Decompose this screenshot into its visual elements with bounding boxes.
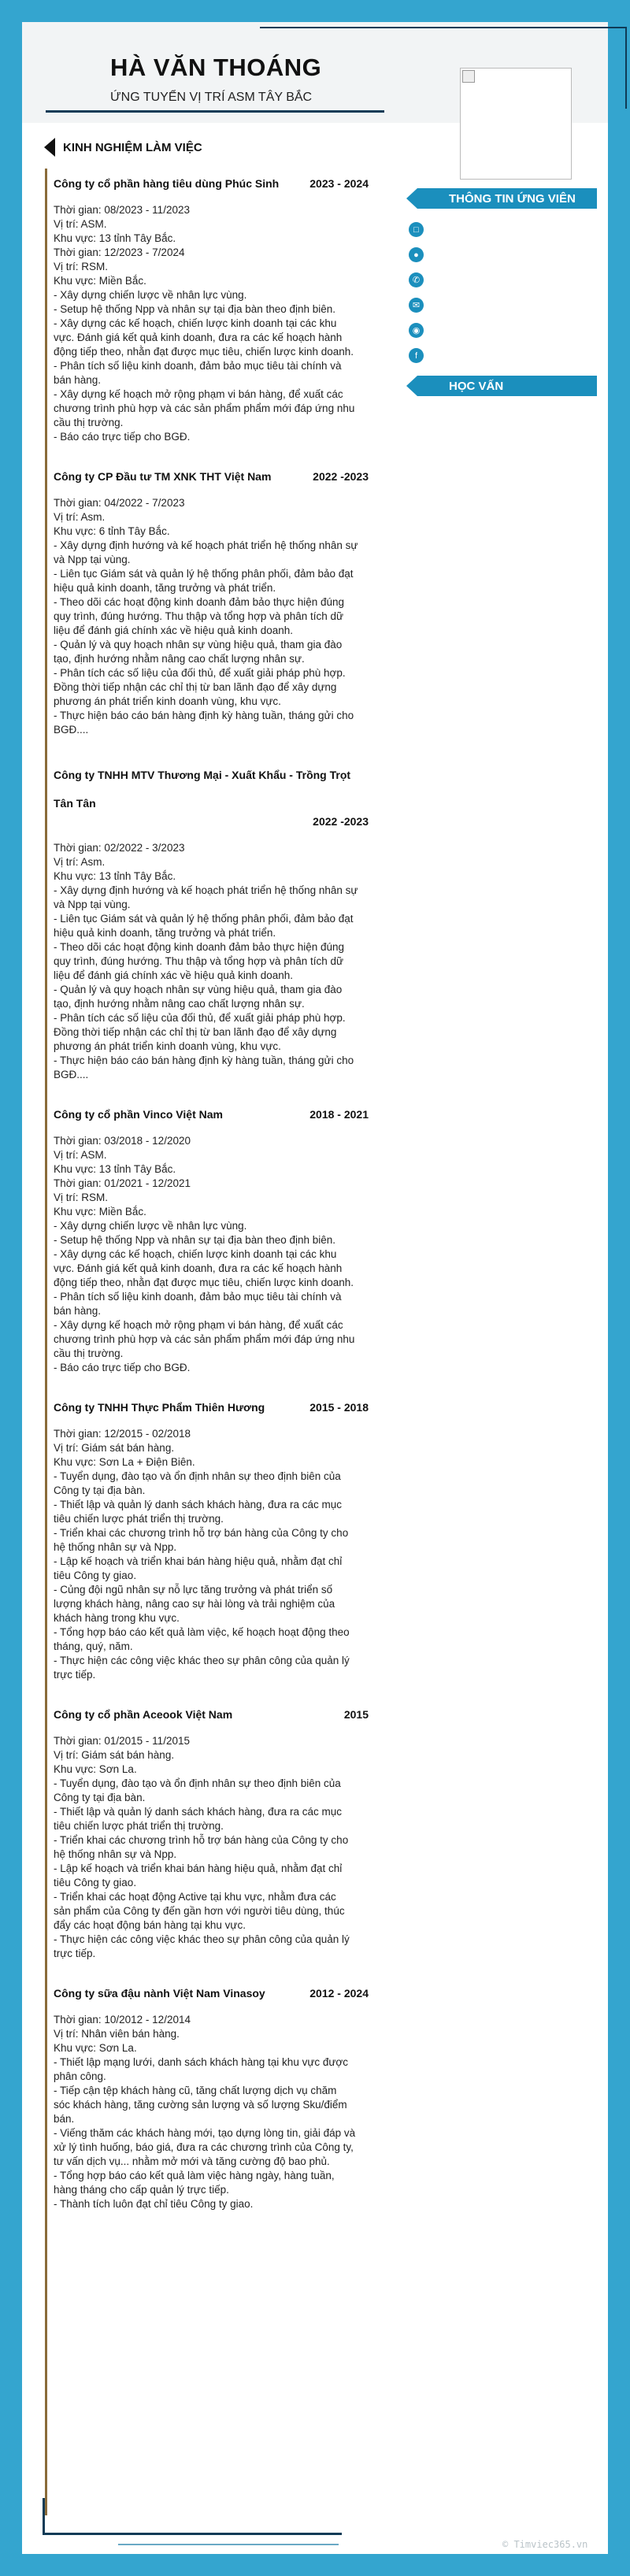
job-detail-line: - Báo cáo trực tiếp cho BGĐ. <box>54 431 191 443</box>
job-detail-line: Khu vực: Miền Bắc. <box>54 1206 146 1218</box>
job-detail-line: tiêu chiến lược phát triển thị trường. <box>54 1820 224 1832</box>
job-detail-line: Vị trí: RSM. <box>54 261 109 272</box>
job-detail-line: Thời gian: 12/2023 - 7/2024 <box>54 246 185 258</box>
job-detail-line: Thời gian: 01/2021 - 12/2021 <box>54 1177 191 1189</box>
job-detail-line: hệ thống nhân sự và Npp. <box>54 1541 177 1553</box>
job-detail-line: - Phân tích các số liệu của đối thủ, để xuất giải pháp phù hợp. <box>54 667 346 679</box>
education-section-title <box>406 373 597 398</box>
job-detail-line: Công ty tại địa bàn. <box>54 1484 146 1496</box>
job-detail-line: bán hàng. <box>54 1305 102 1317</box>
job-detail-line: Vị trí: Asm. <box>54 856 106 868</box>
job-detail-line: - Quản lý và quy hoạch nhân sự vùng hiệu quả, tham gia đào <box>54 639 343 650</box>
job-detail-line: Khu vực: 13 tỉnh Tây Bắc. <box>54 1163 176 1175</box>
job-detail-line: - Củng đội ngũ nhân sự nỗ lực tăng trưởng và phát triển số <box>54 1584 333 1596</box>
job-detail-line: tạo, định hướng nhằm nâng cao chất lượng nhân sự. <box>54 653 305 665</box>
phone-icon: ✆ <box>409 272 424 287</box>
job-entry <box>54 761 369 1082</box>
email-icon: ✉ <box>409 298 424 313</box>
job-detail-line: Khu vực: 6 tỉnh Tây Bắc. <box>54 525 170 537</box>
job-entry <box>54 1985 369 2211</box>
job-years: 2022 -2023 <box>313 470 369 483</box>
job-detail-line: vực. Đánh giá kết quả kinh doanh, đưa ra các kế hoạch hành <box>54 332 343 343</box>
job-header <box>54 1399 369 1416</box>
job-detail-line: - Tiếp cận tệp khách hàng cũ, tăng chất lượng dịch vụ chăm <box>54 2085 337 2096</box>
job-detail-line: - Thiết lập và quản lý danh sách khách hàng, đưa ra các mục <box>54 1806 343 1818</box>
company-name: Công ty cổ phần Aceook Việt Nam <box>54 1708 233 1721</box>
job-detail-line: Đồng thời tiếp nhận các chỉ thị từ ban lãnh đạo để xây dựng <box>54 1026 337 1038</box>
job-detail-line: phương án phát triển kinh doanh vùng, khu vực. <box>54 695 281 707</box>
job-detail-line: cầu thị trường. <box>54 417 124 428</box>
job-detail-line: - Lập kế hoạch và triển khai bán hàng hiệu quả, nhằm đạt chỉ <box>54 1555 343 1567</box>
job-entry <box>54 468 369 737</box>
job-detail-line: động tiếp theo, nhằn đạt được mục tiêu, chiến lược kinh doanh. <box>54 346 354 358</box>
job-detail-line: Thời gian: 03/2018 - 12/2020 <box>54 1135 191 1147</box>
job-header <box>54 761 369 830</box>
job-detail-line: trực tiếp. <box>54 1669 96 1681</box>
job-detail-line: Thời gian: 02/2022 - 3/2023 <box>54 842 185 854</box>
job-detail-line: phương án phát triển kinh doanh vùng, khu vực. <box>54 1040 281 1052</box>
job-detail-line: Công ty tại địa bàn. <box>54 1792 146 1803</box>
job-detail-line: hệ thống nhân sự và Npp. <box>54 1848 177 1860</box>
job-detail-line: - Tổng hợp báo cáo kết quả làm việc hàng ngày, hàng tuần, <box>54 2170 335 2181</box>
job-years: 2015 - 2018 <box>309 1401 369 1414</box>
experience-list <box>54 175 369 2235</box>
job-detail-line: - Thực hiện các công việc khác theo sự phân công của quản lý <box>54 1933 350 1945</box>
candidate-name: HÀ VĂN THOÁNG <box>110 54 322 81</box>
job-detail-line: Đồng thời tiếp nhận các chỉ thị từ ban lãnh đạo để xây dựng <box>54 681 337 693</box>
job-detail-line: Vị trí: Asm. <box>54 511 106 523</box>
job-detail-line: - Thiết lập mạng lưới, danh sách khách hàng tại khu vực được <box>54 2056 349 2068</box>
job-detail-line: Thời gian: 08/2023 - 11/2023 <box>54 204 190 216</box>
job-detail-line: Vị trí: Giám sát bán hàng. <box>54 1749 175 1761</box>
job-detail-line: - Xây dựng định hướng và kế hoạch phát triển hệ thống nhân sự <box>54 884 358 896</box>
job-detail-line: và Npp tại vùng. <box>54 554 131 565</box>
job-entry <box>54 1106 369 1375</box>
job-detail-line: - Tuyển dụng, đào tạo và ổn định nhân sự theo định biên của <box>54 1470 341 1482</box>
job-years: 2015 <box>343 1708 369 1721</box>
facebook-icon: f <box>409 348 424 363</box>
location-icon: ◉ <box>409 323 424 338</box>
job-detail-line: Vị trí: RSM. <box>54 1192 109 1203</box>
job-detail-line: - Phân tích số liệu kinh doanh, đảm bảo mục tiêu tài chính và <box>54 1291 342 1303</box>
job-detail-line: Khu vực: 13 tỉnh Tây Bắc. <box>54 232 176 244</box>
job-detail-line: - Tổng hợp báo cáo kết quả làm việc, kế hoạch hoạt động theo <box>54 1626 350 1638</box>
triangle-left-icon <box>406 188 417 209</box>
job-detail-line: hiệu quả kinh doanh, tăng trưởng và phát triển. <box>54 927 276 939</box>
job-detail-line: - Xây dựng định hướng và kế hoạch phát triển hệ thống nhân sự <box>54 539 358 551</box>
job-detail-line: - Setup hệ thống Npp và nhân sự tại địa bàn theo định biên. <box>54 1234 336 1246</box>
job-detail-line: - Tuyển dụng, đào tạo và ổn định nhân sự theo định biên của <box>54 1777 341 1789</box>
info-section-title <box>406 186 597 211</box>
job-detail-line: Thời gian: 12/2015 - 02/2018 <box>54 1428 191 1440</box>
job-detail-line: - Xây dựng kế hoạch mở rộng phạm vi bán hàng, để xuất các <box>54 388 343 400</box>
job-detail-line: Khu vực: 13 tỉnh Tây Bắc. <box>54 870 176 882</box>
company-name: Công ty cổ phần hàng tiêu dùng Phúc Sinh <box>54 177 280 190</box>
job-detail-line: Khu vực: Sơn La. <box>54 1763 137 1775</box>
avatar <box>460 68 572 180</box>
job-detail-line: - Thành tích luôn đạt chỉ tiêu Công ty giao. <box>54 2198 254 2210</box>
header-decor-line-right <box>625 27 627 109</box>
job-detail-line: - Triển khai các chương trình hỗ trợ bán hàng của Công ty cho <box>54 1834 349 1846</box>
broken-image-icon <box>462 70 475 83</box>
job-detail-line: - Theo dõi các hoạt động kinh doanh đảm bảo thực hiện đúng <box>54 941 345 953</box>
company-name: Công ty CP Đầu tư TM XNK THT Việt Nam <box>54 470 272 483</box>
job-detail-line: chương trình phù hợp và các sản phẩm phẩm mới đáp ứng nhu <box>54 402 355 414</box>
job-detail-line: - Thiết lập và quản lý danh sách khách hàng, đưa ra các mục <box>54 1499 343 1510</box>
job-detail-line: Khu vực: Miền Bắc. <box>54 275 146 287</box>
job-entry <box>54 175 369 444</box>
job-detail-line: hàng tháng cho cấp quản lý trực tiếp. <box>54 2184 229 2196</box>
job-header <box>54 1706 369 1723</box>
job-detail-line: liệu để đánh giá chính xác về hiệu quả kinh doanh. <box>54 625 293 636</box>
job-detail-line: - Thực hiện báo cáo bán hàng định kỳ hàng tuần, tháng gửi cho <box>54 710 354 721</box>
job-detail-line: đẩy các hoạt động bán hàng tại khu vực. <box>54 1919 246 1931</box>
job-header <box>54 175 369 192</box>
job-header <box>54 1985 369 2002</box>
job-detail-line: tiêu Công ty giao. <box>54 1877 137 1888</box>
job-years: 2012 - 2024 <box>309 1987 369 2000</box>
job-detail-line: - Quản lý và quy hoạch nhân sự vùng hiệu quả, tham gia đào <box>54 984 343 995</box>
job-detail-line: lượng khách hàng, nâng cao sự hài lòng và trải nghiệm của <box>54 1598 335 1610</box>
job-detail-line: - Xây dựng các kế hoạch, chiến lược kinh doanh tại các khu <box>54 1248 337 1260</box>
header-underline <box>46 110 384 113</box>
job-detail-line: - Theo dõi các hoạt động kinh doanh đảm bảo thực hiện đúng <box>54 596 345 608</box>
job-detail-line: - Báo cáo trực tiếp cho BGĐ. <box>54 1362 191 1373</box>
timeline-line <box>45 169 47 2515</box>
job-detail-line: cầu thị trường. <box>54 1347 124 1359</box>
education-title-bar: HỌC VẤN <box>417 376 597 396</box>
job-detail-line: - Xây dựng chiến lược về nhân lực vùng. <box>54 289 247 301</box>
job-detail-line: vực. Đánh giá kết quả kinh doanh, đưa ra các kế hoạch hành <box>54 1262 343 1274</box>
job-header <box>54 468 369 485</box>
company-name: Công ty cổ phần Vinco Việt Nam <box>54 1108 223 1121</box>
job-detail-line: tiêu Công ty giao. <box>54 1570 137 1581</box>
job-years: 2022 -2023 <box>313 815 369 828</box>
job-detail-line: quy trình, đúng hướng. Thu thập và tổng hợp và phân tích dữ <box>54 955 344 967</box>
job-years: 2018 - 2021 <box>309 1108 369 1121</box>
job-detail-line: tư vấn dịch vụ... nhằm mở mới và tăng cường độ bao phủ. <box>54 2155 330 2167</box>
job-detail-line: tiêu chiến lược phát triển thị trường. <box>54 1513 224 1525</box>
person-icon: ● <box>409 247 424 262</box>
job-detail-line: Vị trí: ASM. <box>54 1149 107 1161</box>
job-entry <box>54 1706 369 1961</box>
job-detail-line: - Xây dựng các kế hoạch, chiến lược kinh doanh tại các khu <box>54 317 337 329</box>
job-detail-line: chương trình phù hợp và các sản phẩm phẩm mới đáp ứng nhu <box>54 1333 355 1345</box>
job-detail-line: - Viếng thăm các khách hàng mới, tạo dựng lòng tin, giải đáp và <box>54 2127 356 2139</box>
job-detail-line: phân công. <box>54 2070 106 2082</box>
job-detail-line: - Liên tục Giám sát và quản lý hệ thống phân phối, đảm bảo đạt <box>54 913 354 925</box>
job-detail-line: liệu để đánh giá chính xác về hiệu quả kinh doanh. <box>54 969 293 981</box>
calendar-icon: □ <box>409 222 424 237</box>
header-decor-line <box>260 27 627 28</box>
job-detail-line: - Setup hệ thống Npp và nhân sự tại địa bàn theo định biên. <box>54 303 336 315</box>
job-detail-line: trực tiếp. <box>54 1948 96 1959</box>
experience-section-title <box>44 139 202 156</box>
job-detail-line: - Triển khai các hoạt động Active tại khu vực, nhằm đưa các <box>54 1891 336 1903</box>
job-detail-line: Thời gian: 10/2012 - 12/2014 <box>54 2014 191 2026</box>
job-detail-line: tạo, định hướng nhằm nâng cao chất lượng nhân sự. <box>54 998 305 1010</box>
watermark: © Timviec365.vn <box>502 2539 588 2550</box>
job-detail-line: tháng, quý, năm. <box>54 1640 133 1652</box>
job-entry <box>54 1399 369 1682</box>
job-header <box>54 1106 369 1123</box>
company-name: Công ty TNHH MTV Thương Mại - Xuất Khẩu - Trồng Trọt Tân Tân <box>54 769 351 810</box>
job-detail-line: - Triển khai các chương trình hỗ trợ bán hàng của Công ty cho <box>54 1527 349 1539</box>
job-detail-line: bán. <box>54 2113 75 2125</box>
job-detail-line: khách hàng trong khu vực. <box>54 1612 180 1624</box>
triangle-left-icon <box>44 138 55 157</box>
job-detail-line: - Phân tích số liệu kinh doanh, đảm bảo mục tiêu tài chính và <box>54 360 342 372</box>
job-detail-line: Thời gian: 04/2022 - 7/2023 <box>54 497 185 509</box>
job-detail-line: sản phẩm của Công ty đến gần hơn với người tiêu dùng, thúc <box>54 1905 345 1917</box>
job-detail-line: Vị trí: Nhân viên bán hàng. <box>54 2028 180 2040</box>
footer-decor-line <box>43 2533 342 2535</box>
job-years: 2023 - 2024 <box>309 177 369 190</box>
job-detail-line: - Liên tục Giám sát và quản lý hệ thống phân phối, đảm bảo đạt <box>54 568 354 580</box>
job-detail-line: Khu vực: Sơn La. <box>54 2042 137 2054</box>
job-detail-line: BGĐ.... <box>54 1069 89 1080</box>
job-detail-line: xử lý tình huống, báo giá, đưa ra các chương trình của Công ty, <box>54 2141 354 2153</box>
triangle-left-icon <box>406 376 417 396</box>
job-detail-line: - Thực hiện báo cáo bán hàng định kỳ hàng tuần, tháng gửi cho <box>54 1054 354 1066</box>
job-detail-line: bán hàng. <box>54 374 102 386</box>
company-name: Công ty TNHH Thực Phẩm Thiên Hương <box>54 1401 265 1414</box>
job-detail-line: - Xây dựng kế hoạch mở rộng phạm vi bán hàng, để xuất các <box>54 1319 343 1331</box>
job-detail-line: sóc khách hàng, tăng cường sản lượng và số lượng Sku/điểm <box>54 2099 347 2111</box>
job-detail-line: - Lập kế hoạch và triển khai bán hàng hiệu quả, nhằm đạt chỉ <box>54 1863 343 1874</box>
footer-decor-line <box>118 2544 339 2545</box>
job-detail-line: - Phân tích các số liệu của đối thủ, để xuất giải pháp phù hợp. <box>54 1012 346 1024</box>
job-detail-line: hiệu quả kinh doanh, tăng trưởng và phát triển. <box>54 582 276 594</box>
company-name: Công ty sữa đậu nành Việt Nam Vinasoy <box>54 1987 265 2000</box>
info-title-bar: THÔNG TIN ỨNG VIÊN <box>417 188 597 209</box>
job-detail-line: quy trình, đúng hướng. Thu thập và tổng hợp và phân tích dữ <box>54 610 344 622</box>
job-detail-line: Vị trí: ASM. <box>54 218 107 230</box>
job-detail-line: Vị trí: Giám sát bán hàng. <box>54 1442 175 1454</box>
job-detail-line: BGĐ.... <box>54 724 89 736</box>
job-detail-line: và Npp tại vùng. <box>54 899 131 910</box>
experience-title-label: KINH NGHIỆM LÀM VIỆC <box>63 140 202 154</box>
job-detail-line: động tiếp theo, nhằn đạt được mục tiêu, chiến lược kinh doanh. <box>54 1277 354 1288</box>
job-detail-line: Thời gian: 01/2015 - 11/2015 <box>54 1735 190 1747</box>
footer-decor-line <box>43 2498 45 2534</box>
candidate-subtitle: ỨNG TUYỂN VỊ TRÍ ASM TÂY BẮC <box>110 91 313 104</box>
job-detail-line: - Thực hiện các công việc khác theo sự phân công của quản lý <box>54 1655 350 1666</box>
job-detail-line: Khu vực: Sơn La + Điện Biên. <box>54 1456 195 1468</box>
job-detail-line: - Xây dựng chiến lược về nhân lực vùng. <box>54 1220 247 1232</box>
